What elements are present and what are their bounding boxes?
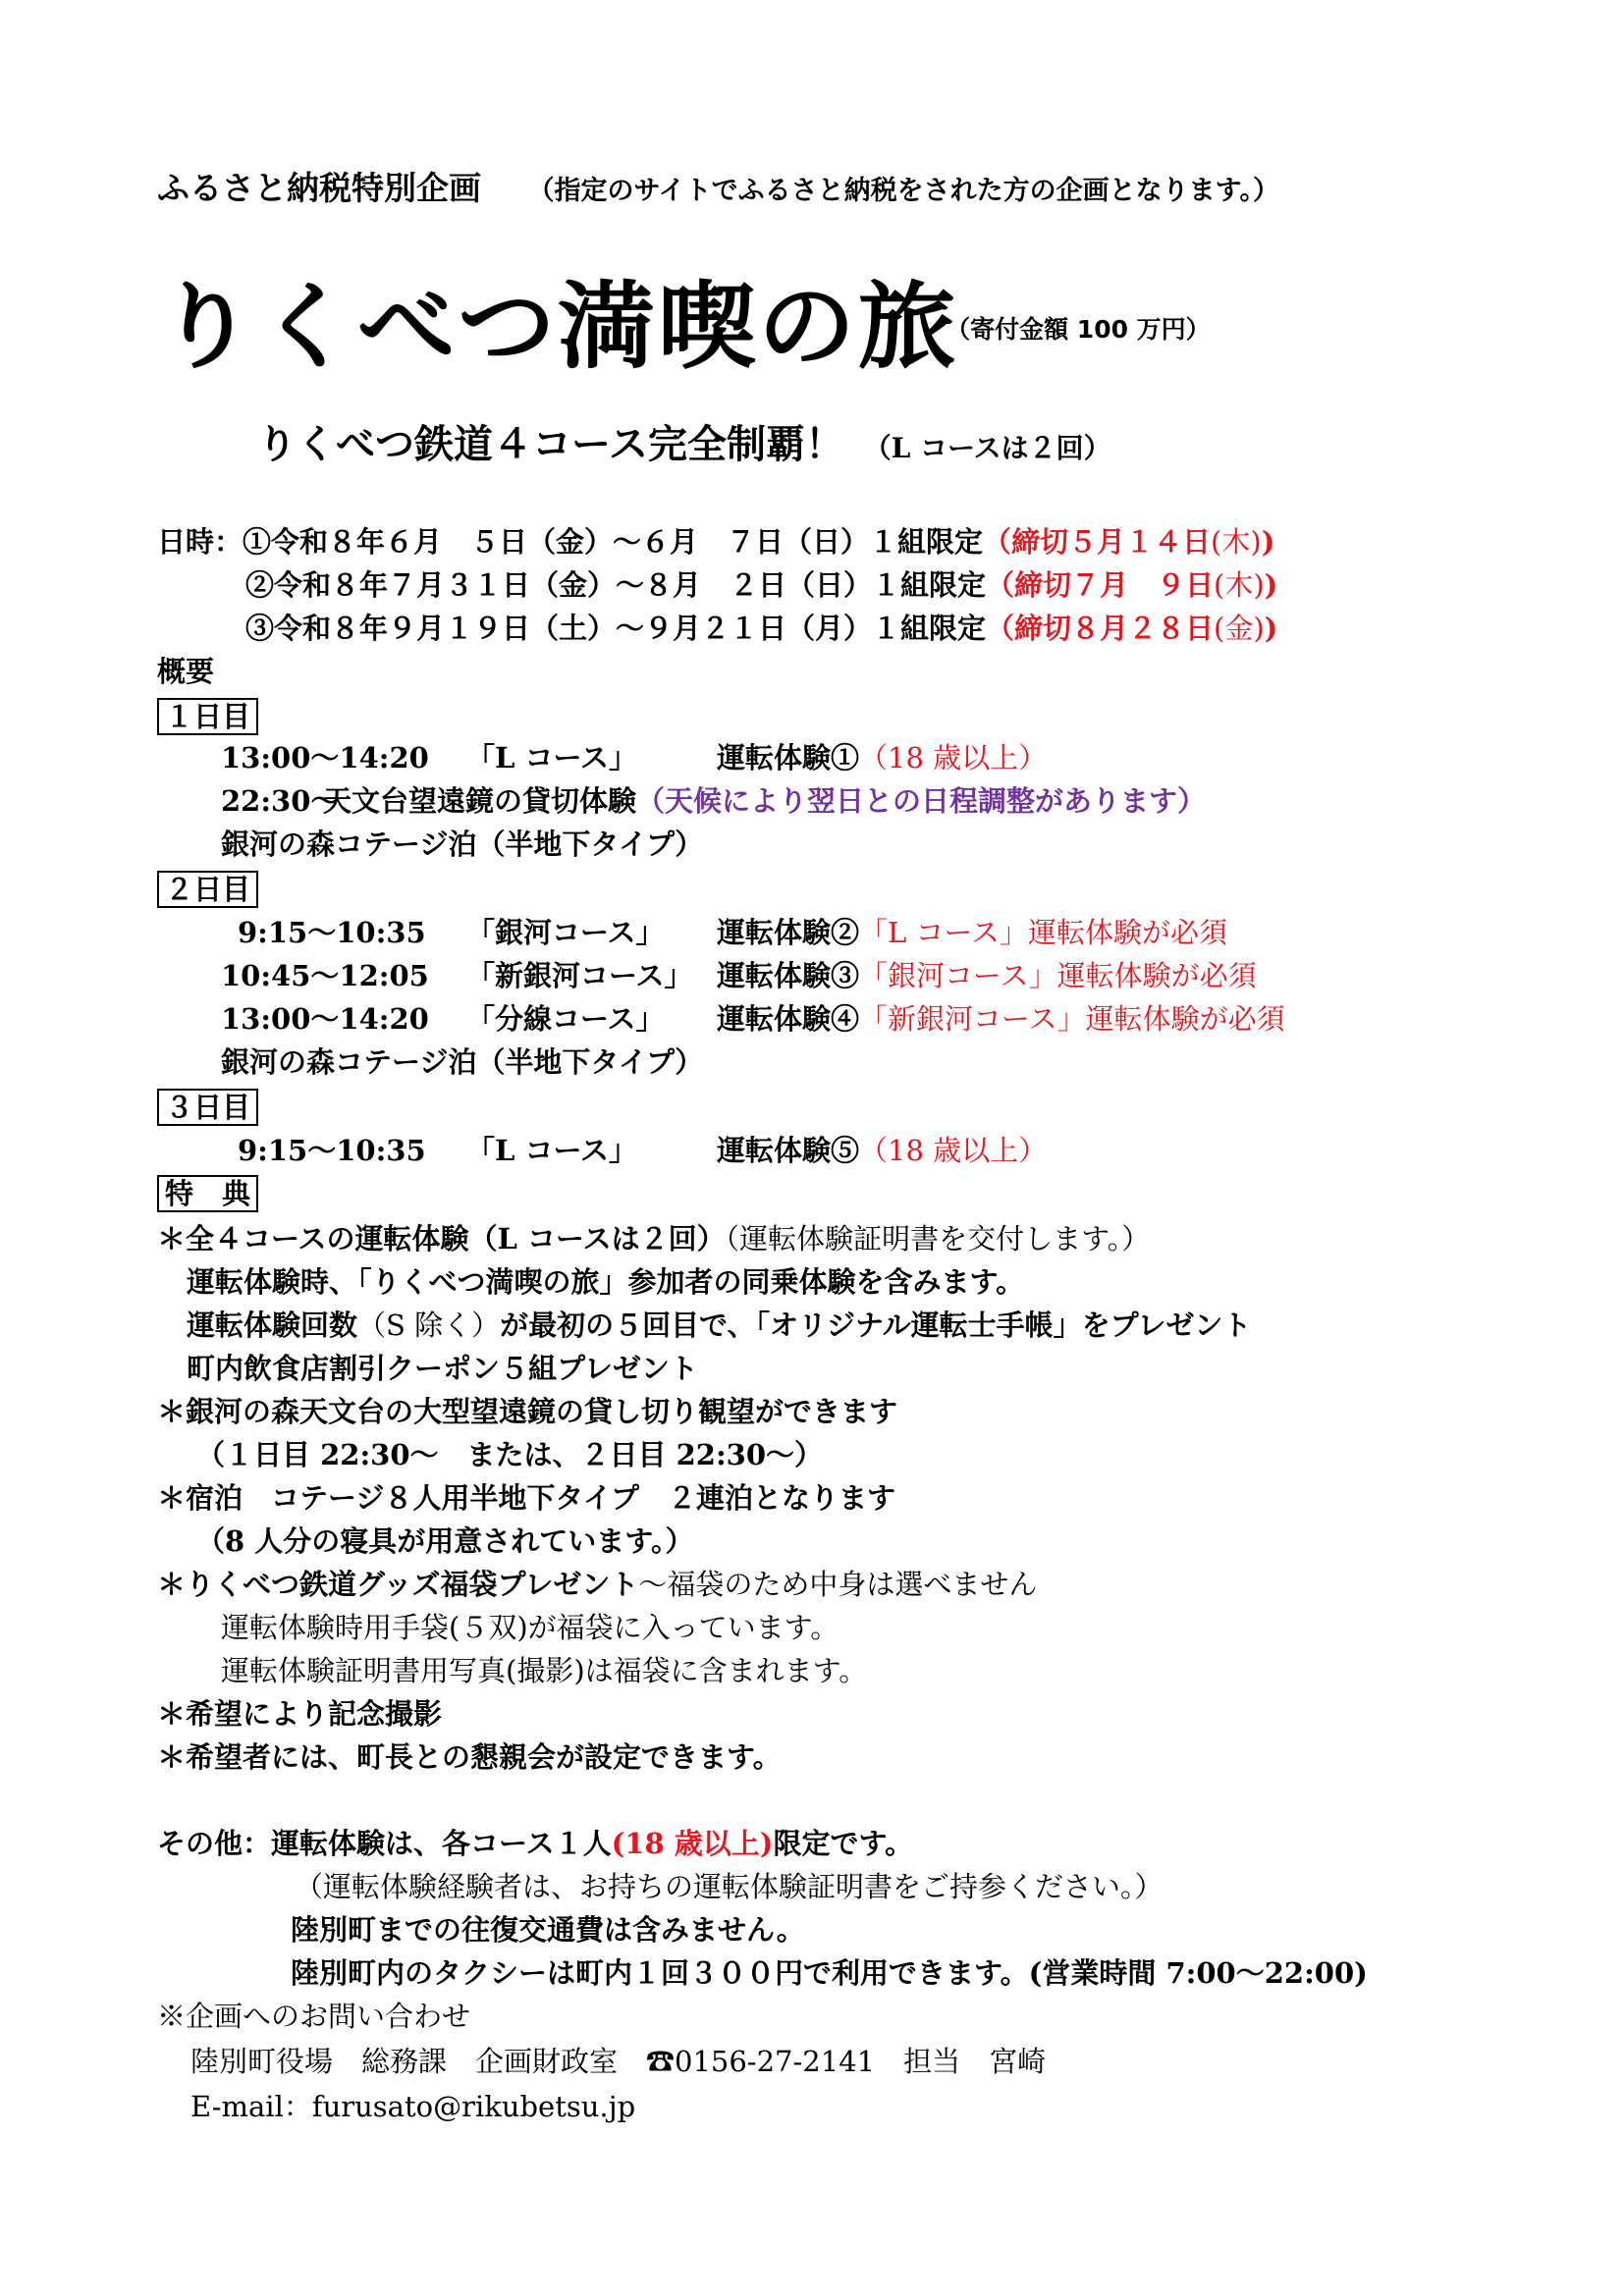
benefit-3: ＊宿泊 コテージ８人用半地下タイプ ２連泊となります bbox=[157, 1481, 895, 1515]
contact-email[interactable]: E-mail：furusato@rikubetsu.jp bbox=[190, 2090, 636, 2123]
benefit-4-line-3: 運転体験証明書用写真(撮影)は福袋に含まれます。 bbox=[221, 1654, 868, 1687]
note: （18 歳以上） bbox=[859, 741, 1048, 774]
note: 「銀河コース」運転体験が必須 bbox=[859, 959, 1257, 992]
schedule-deadline: （締切７月 ９日 bbox=[986, 568, 1215, 602]
day3-label: ３日目 bbox=[157, 1089, 258, 1126]
course: 「分線コース」 bbox=[466, 1002, 665, 1036]
text: 運転体験は、各コース１人 bbox=[271, 1827, 612, 1860]
day1-stay: 銀河の森コテージ泊（半地下タイプ） bbox=[221, 828, 704, 861]
day3-section bbox=[157, 1088, 258, 1127]
activity: 運転体験⑤ bbox=[717, 1134, 860, 1167]
subtitle: りくべつ鉄道４コース完全制覇！ bbox=[257, 421, 844, 467]
day2-section bbox=[157, 870, 258, 909]
kicker-note: （指定のサイトでふるさと納税をされた方の企画となります。） bbox=[527, 176, 1279, 206]
schedule-close: ) bbox=[1261, 525, 1275, 559]
overview-label: 概要 bbox=[157, 655, 215, 688]
schedule-close: ) bbox=[1264, 612, 1278, 645]
benefit-2-line-2: （１日目 22:30～ または、２日目 22:30～） bbox=[196, 1438, 824, 1471]
day1-label: １日目 bbox=[157, 698, 258, 735]
day3-row-1 bbox=[238, 1131, 1047, 1170]
note: 「L コース」運転体験が必須 bbox=[859, 916, 1228, 949]
subtitle-row bbox=[257, 420, 1111, 469]
benefit-5: ＊希望により記念撮影 bbox=[157, 1697, 443, 1731]
kicker bbox=[157, 169, 1279, 211]
note: （S 除く） bbox=[357, 1308, 501, 1342]
activity: 天文台望遠鏡の貸切体験 bbox=[323, 784, 637, 818]
benefit-text: ＊りくべつ鉄道グッズ福袋プレゼント bbox=[157, 1568, 639, 1601]
time: 9:15～10:35 bbox=[238, 916, 426, 949]
day2-row-2 bbox=[221, 956, 1257, 995]
benefit-2: ＊銀河の森天文台の大型望遠鏡の貸し切り観望ができます bbox=[157, 1395, 898, 1428]
subtitle-note: （L コースは２回） bbox=[863, 432, 1111, 464]
time: 13:00～14:20 bbox=[221, 1002, 429, 1036]
benefit-note: ～福袋のため中身は選べません bbox=[638, 1568, 1038, 1601]
course: 「新銀河コース」 bbox=[466, 959, 693, 992]
schedule-dates: ①令和８年６月 ５日（金）～６月 ７日（日）１組限定 bbox=[243, 525, 984, 559]
activity: 運転体験① bbox=[717, 741, 860, 774]
other-line-2: （運転体験経験者は、お持ちの運転体験証明書をご持参ください。） bbox=[295, 1870, 1164, 1903]
benefit-note: （運転体験証明書を交付します。） bbox=[725, 1222, 1151, 1255]
other-label: その他： bbox=[157, 1827, 272, 1860]
kicker-text: ふるさと納税特別企画 bbox=[157, 169, 481, 207]
title-note: （寄付金額 100 万円） bbox=[946, 315, 1211, 344]
course: 「L コース」 bbox=[466, 741, 638, 774]
benefit-6: ＊希望者には、町長との懇親会が設定できます。 bbox=[157, 1740, 782, 1774]
day1-row-2 bbox=[221, 781, 1206, 821]
note: （天候により翌日との日程調整があります） bbox=[636, 784, 1207, 818]
schedule-deadline: （締切８月２８日 bbox=[986, 612, 1215, 645]
day2-stay: 銀河の森コテージ泊（半地下タイプ） bbox=[221, 1045, 704, 1079]
other-line-4: 陸別町内のタクシーは町内１回３００円で利用できます。(営業時間 7:00～22:00) bbox=[291, 1956, 1368, 1990]
main-title-row bbox=[157, 273, 1211, 381]
benefit-3-line-2: （8 人分の寝具が用意されています。） bbox=[196, 1524, 694, 1558]
time: 22:30～ bbox=[221, 784, 340, 818]
main-title: りくべつ満喫の旅 bbox=[157, 272, 958, 382]
other-line-3: 陸別町までの往復交通費は含みません。 bbox=[291, 1913, 805, 1947]
benefit-4-line-2: 運転体験時用手袋(５双)が福袋に入っています。 bbox=[221, 1611, 839, 1644]
schedule-dates: ②令和８年７月３１日（金）～８月 ２日（日）１組限定 bbox=[245, 568, 987, 602]
day2-row-3 bbox=[221, 999, 1285, 1039]
day1-section bbox=[157, 697, 258, 736]
benefit-1 bbox=[157, 1219, 1150, 1258]
schedule-dow: (金) bbox=[1214, 612, 1265, 645]
benefits-section bbox=[157, 1174, 258, 1213]
note: (18 歳以上) bbox=[611, 1827, 774, 1860]
schedule-dow: (木) bbox=[1214, 568, 1265, 602]
contact-office: 陸別町役場 総務課 企画財政室 ☎0156-27-2141 担当 宮崎 bbox=[190, 2045, 1047, 2078]
schedule-dow: (木) bbox=[1211, 525, 1262, 559]
benefit-1-line-3 bbox=[187, 1306, 1251, 1345]
course: 「銀河コース」 bbox=[466, 916, 665, 949]
activity: 運転体験② bbox=[717, 916, 860, 949]
benefit-1-line-4: 町内飲食店割引クーポン５組プレゼント bbox=[187, 1352, 698, 1385]
text: 運転体験回数 bbox=[187, 1308, 358, 1342]
schedule-dates: ③令和８年９月１９日（土）～９月２１日（月）１組限定 bbox=[245, 612, 987, 645]
activity: 運転体験③ bbox=[717, 959, 860, 992]
text: 限定です。 bbox=[773, 1827, 914, 1860]
benefit-text: ＊全４コースの運転体験（L コースは２回） bbox=[157, 1222, 726, 1255]
text: が最初の５回目で、「オリジナル運転士手帳」をプレゼント bbox=[500, 1308, 1252, 1342]
day2-label: ２日目 bbox=[157, 871, 258, 908]
schedule-label: 日時： bbox=[157, 525, 244, 559]
course: 「L コース」 bbox=[466, 1134, 638, 1167]
benefits-label: 特 典 bbox=[157, 1175, 258, 1212]
activity: 運転体験④ bbox=[717, 1002, 860, 1036]
note: （18 歳以上） bbox=[859, 1134, 1048, 1167]
schedule-row-1 bbox=[157, 522, 1274, 561]
schedule-row-3 bbox=[245, 609, 1277, 648]
note: 「新銀河コース」運転体験が必須 bbox=[859, 1002, 1285, 1036]
other-line-1 bbox=[157, 1824, 913, 1863]
day1-row-1 bbox=[221, 738, 1047, 777]
benefit-1-line-2: 運転体験時、「りくべつ満喫の旅」参加者の同乗体験を含みます。 bbox=[187, 1265, 1025, 1299]
time: 10:45～12:05 bbox=[221, 959, 429, 992]
time: 9:15～10:35 bbox=[238, 1134, 426, 1167]
benefit-4 bbox=[157, 1565, 1037, 1604]
schedule-row-2 bbox=[245, 565, 1277, 605]
contact-heading: ※企画へのお問い合わせ bbox=[157, 2000, 471, 2033]
schedule-close: ) bbox=[1264, 568, 1278, 602]
time: 13:00～14:20 bbox=[221, 741, 429, 774]
day2-row-1 bbox=[238, 913, 1227, 952]
schedule-deadline: （締切５月１４日 bbox=[983, 525, 1212, 559]
